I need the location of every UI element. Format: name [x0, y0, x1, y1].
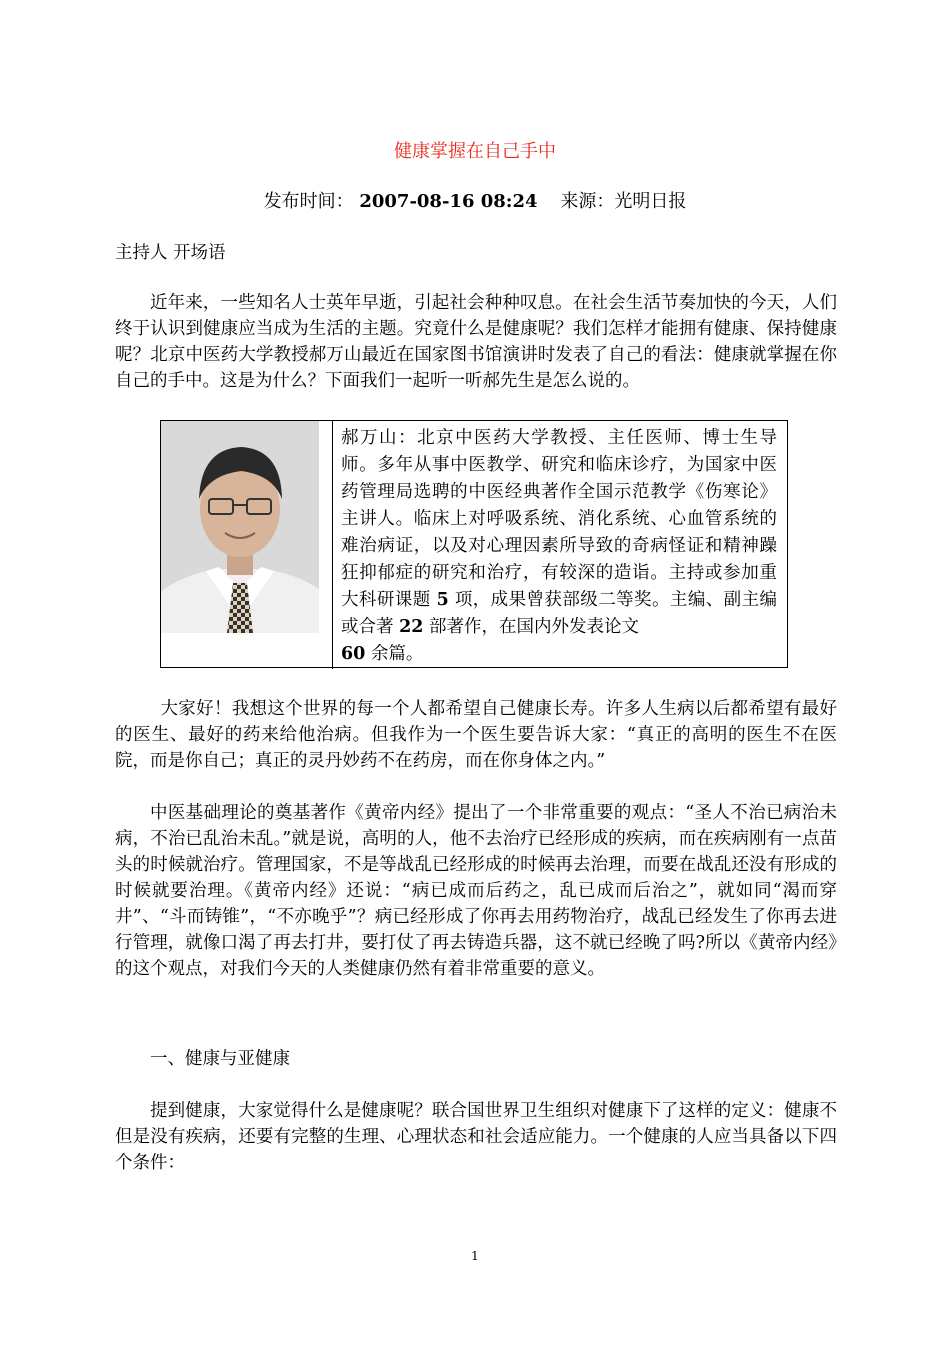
date-label: 发布时间： [263, 191, 354, 212]
article-meta [0, 190, 950, 214]
intro-paragraph: 近年来，一些知名人士英年早逝，引起社会种种叹息。在社会生活节奏加快的今天，人们终于认识到健康应当成为生活的主题。究竟什么是健康呢？我们怎样才能拥有健康、保持健康呢？北京中医药大学教授郝万山最近在国家图书馆演讲时发表了自己的看法：健康就掌握在你自己的手中。这是为什么？下面我们一起听一听郝先生是怎么说的。 [115, 293, 837, 391]
page-number: 1 [471, 1249, 479, 1263]
portrait-cell [161, 421, 333, 669]
bio-num-papers: 60 [341, 644, 366, 664]
bio-text [341, 425, 777, 668]
bio-num-books: 22 [399, 617, 424, 637]
publish-date: 2007-08-16 08:24 [359, 191, 538, 212]
host-heading: 主持人 开场语 [115, 243, 226, 263]
bio-text-part4: 余篇。 [370, 644, 424, 664]
portrait-photo [161, 421, 319, 633]
source-label: 来源： [560, 191, 615, 212]
section-heading: 一、健康与亚健康 [150, 1049, 290, 1069]
paragraph-greeting: 大家好！我想这个世界的每一个人都希望自己健康长寿。许多人生病以后都希望有最好的医生、最好的药来给他治病。但我作为一个医生要告诉大家：“真正的高明的医生不在医院，而是你自己；真正的灵丹妙药不在药房，而在你身体之内。” [115, 699, 837, 771]
paragraph-neijing: 中医基础理论的奠基著作《黄帝内经》提出了一个非常重要的观点：“圣人不治已病治未病，不治已乱治未乱。”就是说，高明的人，他不去治疗已经形成的疾病，而在疾病刚有一点苗头的时候就治疗。管理国家，不是等战乱已经形成的时候再去治理，而要在战乱还没有形成的时候就要治理。《黄帝内经》还说：“病已成而后药之，乱已成而后治之”，就如同“渴而穿井”、“斗而铸锥”，“不亦晚乎”？病已经形成了你再去用药物治疗，战乱已经发生了你再去进行管理，就像口渴了再去打井，要打仗了再去铸造兵器，这不就已经晚了吗?所以《黄帝内经》的这个观点，对我们今天的人类健康仍然有着非常重要的意义。 [115, 803, 837, 979]
paragraph-health-definition: 提到健康，大家觉得什么是健康呢？联合国世界卫生组织对健康下了这样的定义：健康不但是没有疾病，还要有完整的生理、心理状态和社会适应能力。一个健康的人应当具备以下四个条件： [115, 1101, 837, 1173]
bio-text-part3: 部著作，在国内外发表论文 [429, 617, 640, 637]
bio-box [160, 420, 788, 668]
bio-text-part1: 郝万山：北京中医药大学教授、主任医师、博士生导师。多年从事中医教学、研究和临床诊疗，为国家中医药管理局选聘的中医经典著作全国示范教学《伤寒论》主讲人。临床上对呼吸系统、消化系统、心血管系统的难治病证，以及对心理因素所导致的奇病怪证和精神躁狂抑郁症的研究和治疗，有较深的造诣。主持或参加重大科研课题 [341, 428, 777, 610]
source-name: 光明日报 [614, 191, 687, 212]
bio-text-part2: 项，成果曾获部级二等奖。主编、副主编或合著 [341, 590, 778, 637]
article-title: 健康掌握在自己手中 [394, 141, 556, 162]
bio-num-projects: 5 [436, 590, 449, 610]
